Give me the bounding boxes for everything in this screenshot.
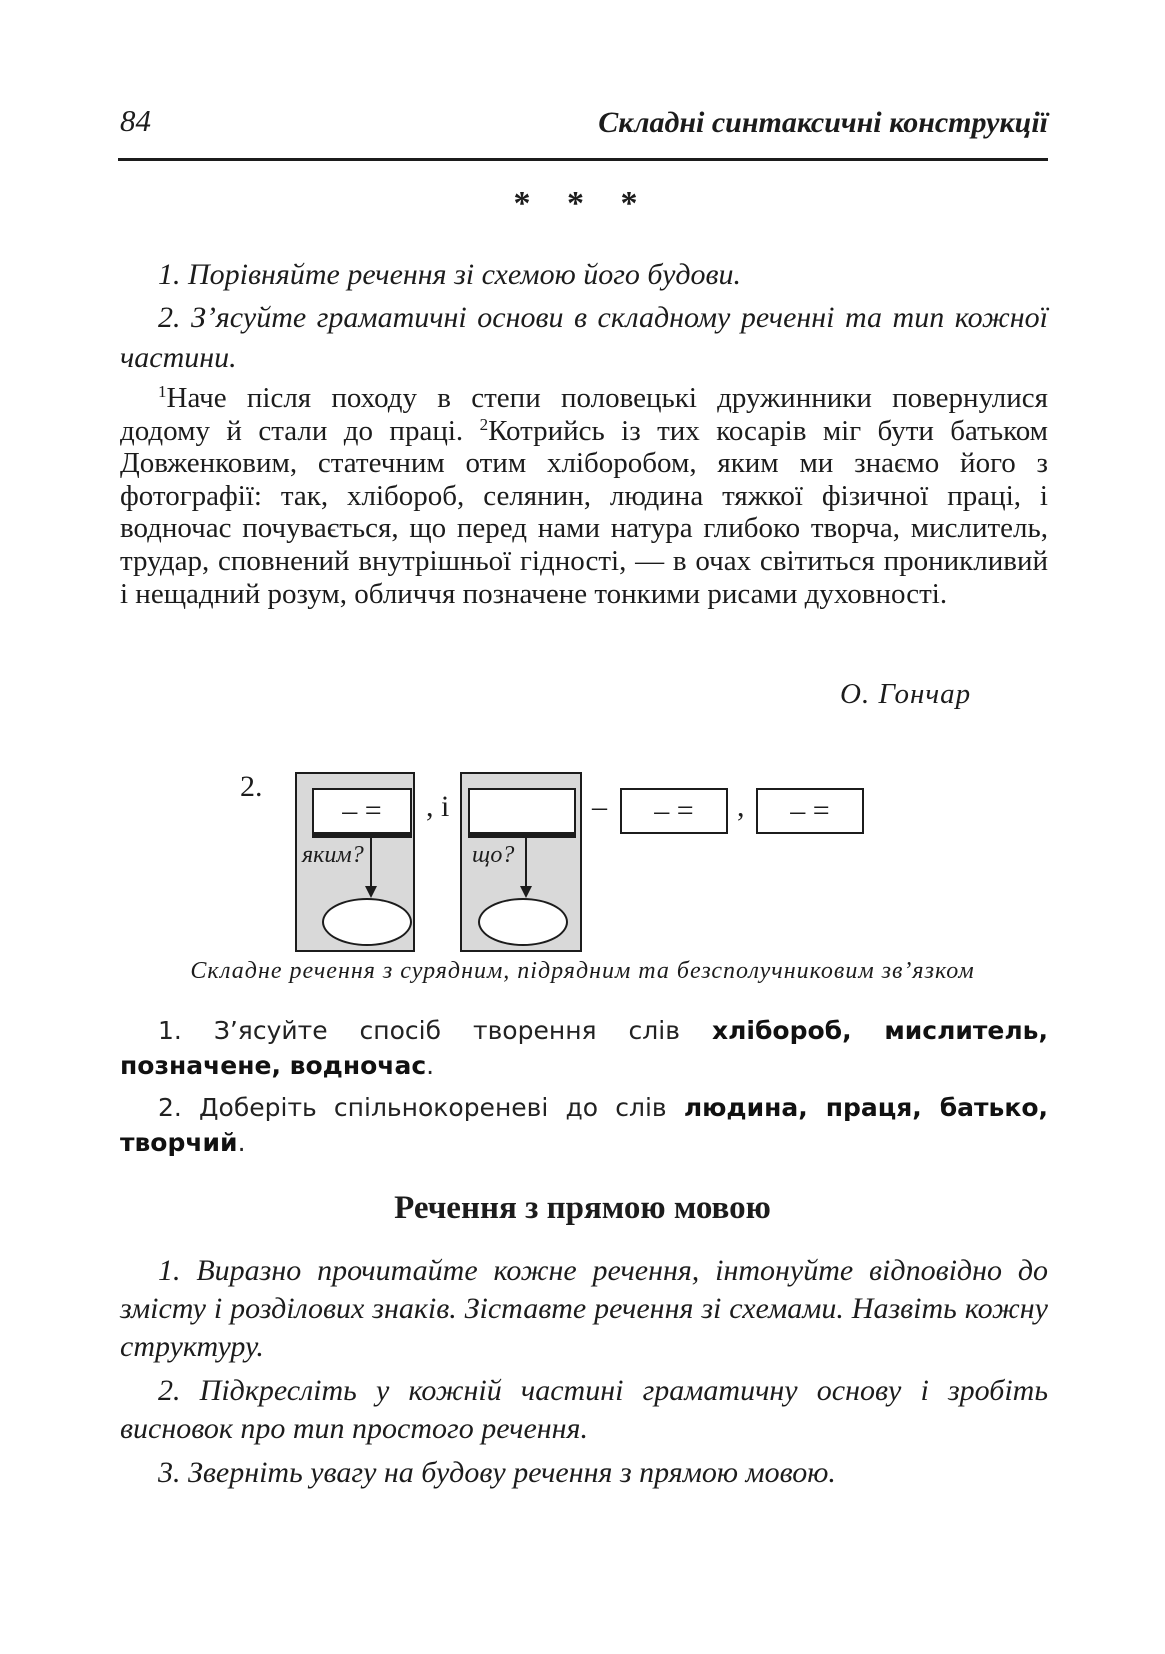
scheme-number: 2. bbox=[240, 770, 263, 803]
scheme-separator-2: – bbox=[592, 790, 607, 823]
scheme-question-1: яким? bbox=[302, 842, 364, 868]
section-separator: * * * bbox=[513, 185, 652, 222]
task-2-2-words: людина, праця, батько, творчий bbox=[120, 1093, 1048, 1157]
scheme-arrow-1-head bbox=[365, 886, 377, 898]
sentence-2: Котрийсь із тих косарів міг бути батьком Довженковим, статечним отим хліборобом, яким ми знаємо його з фотографії: так, хлібороб, селянин, людина тяжкої фізичної праці, і водночас почувається, що перед нами натура глибоко творча, мислитель, трудар, сповнений внутрішньої гідності, — в очах світиться проникливий і нещадний розум, обличчя позначене тонкими рисами духовності. bbox=[120, 414, 1048, 610]
sentence-scheme bbox=[240, 770, 940, 960]
scheme-arrow-2-head bbox=[520, 886, 532, 898]
scheme-arrow-1-line bbox=[370, 838, 372, 886]
scheme-box-2 bbox=[468, 788, 576, 834]
task-1-2: 2. З’ясуйте граматичні основи в складному реченні та тип кожної частини. bbox=[120, 301, 1048, 374]
scheme-arrow-2-line bbox=[525, 838, 527, 886]
scheme-box-4: – = bbox=[756, 788, 864, 834]
task-2-2 bbox=[120, 1090, 1048, 1160]
literary-text bbox=[120, 382, 1048, 610]
author: О. Гончар bbox=[840, 678, 972, 710]
task-2-1 bbox=[120, 1013, 1048, 1083]
scheme-question-2: що? bbox=[472, 842, 515, 868]
scheme-oval-1 bbox=[322, 898, 412, 946]
task-1-1: 1. Порівняйте речення зі схемою його будови. bbox=[158, 258, 742, 291]
scheme-oval-2 bbox=[478, 898, 568, 946]
task-3-1: 1. Виразно прочитайте кожне речення, інтонуйте відповідно до змісту і розділових знаків. Зіставте речення зі схемами. Назвіть кожну структуру. bbox=[120, 1254, 1048, 1363]
scheme-box-2-underline bbox=[468, 833, 576, 838]
page-number: 84 bbox=[120, 103, 151, 138]
task-3-3: 3. Зверніть увагу на будову речення з прямою мовою. bbox=[158, 1456, 836, 1489]
task-2-1-end: . bbox=[426, 1051, 435, 1080]
sentence-1: Наче після походу в степи половецькі дружинники повернулися додому й стали до праці. bbox=[120, 382, 1048, 447]
task-2-2-text: 2. Доберіть спільнокореневі до слів bbox=[158, 1093, 684, 1122]
task-3-2: 2. Підкресліть у кожній частині граматичну основу і зробіть висновок про тип простого речення. bbox=[120, 1374, 1048, 1445]
header-rule bbox=[118, 158, 1048, 161]
scheme-box-1: – = bbox=[312, 788, 412, 834]
section-heading: Речення з прямою мовою bbox=[394, 1190, 771, 1226]
scheme-box-3: – = bbox=[620, 788, 728, 834]
sentence-number-1: 1 bbox=[158, 382, 167, 401]
running-title: Складні синтаксичні конструкції bbox=[598, 106, 1048, 139]
scheme-box-1-underline bbox=[312, 833, 412, 838]
task-2-2-end: . bbox=[237, 1128, 246, 1157]
task-2-1-text: 1. З’ясуйте спосіб творення слів bbox=[158, 1016, 712, 1045]
scheme-separator-1: , і bbox=[426, 790, 450, 823]
task-2-1-words: хлібороб, мислитель, позначене, водночас bbox=[120, 1016, 1048, 1080]
scheme-caption: Складне речення з сурядним, підрядним та безсполучниковим зв’язком bbox=[190, 958, 975, 984]
scheme-separator-3: , bbox=[737, 790, 745, 823]
sentence-number-2: 2 bbox=[479, 414, 489, 434]
